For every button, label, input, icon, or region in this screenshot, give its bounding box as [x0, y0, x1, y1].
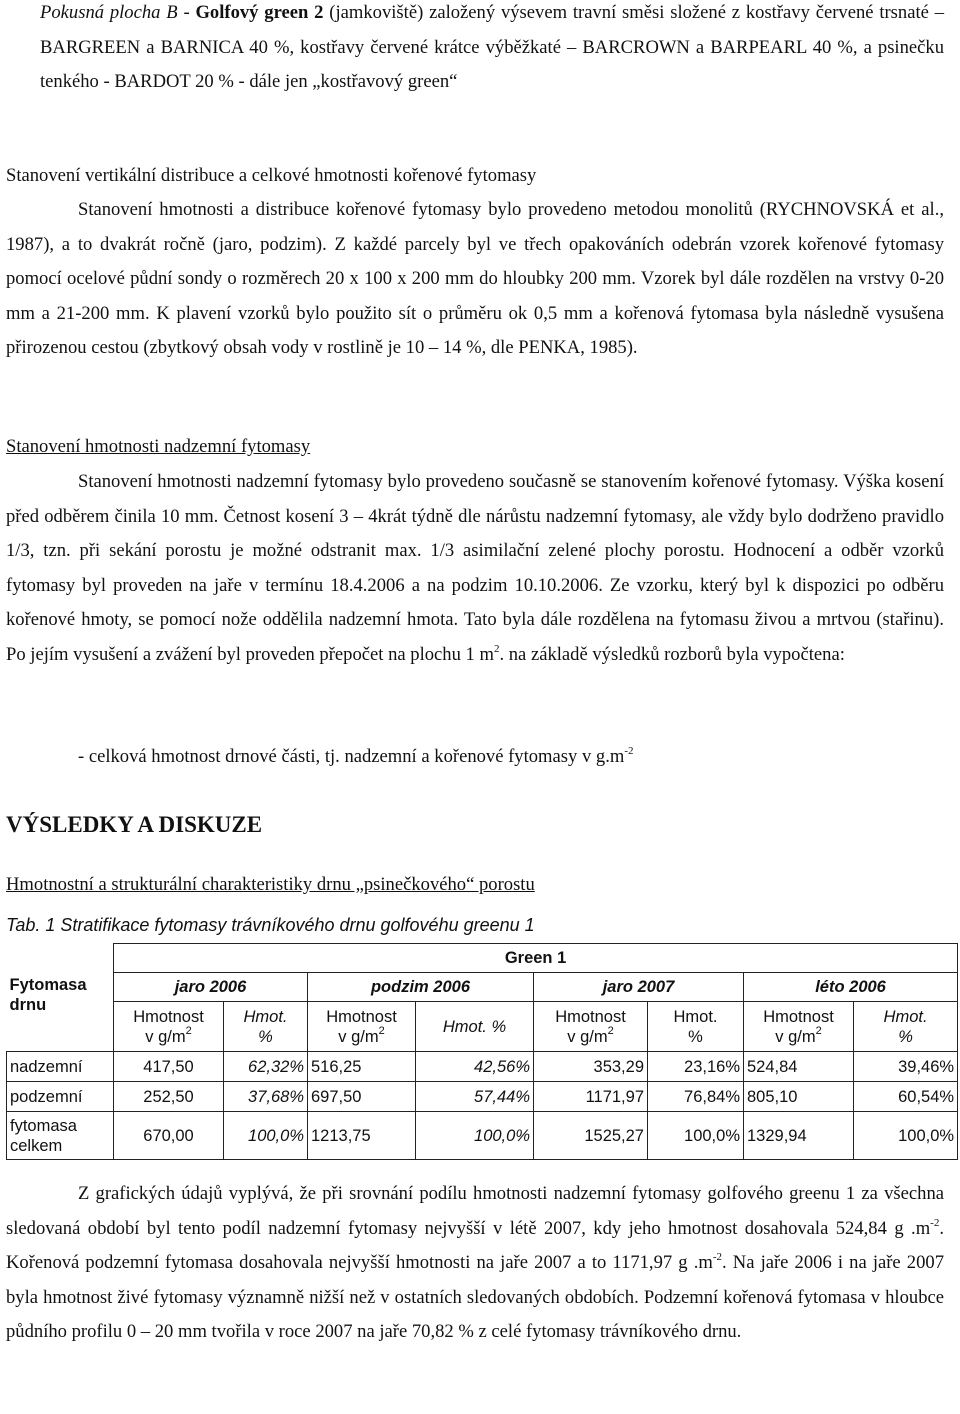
cell: 23,16% — [648, 1052, 744, 1082]
section-above-body — [6, 465, 944, 672]
cell: 1525,27 — [534, 1112, 648, 1160]
table-caption: Tab. 1 Stratifikace fytomasy trávníkového drnu golfovéhu greenu 1 — [6, 915, 535, 935]
cell: 353,29 — [534, 1052, 648, 1082]
col-mass-header: Hmotnost v $g/m^2$ — [114, 1002, 224, 1052]
superscript-minus-2: -2 — [624, 745, 634, 757]
period-jaro-2006: jaro 2006 — [114, 973, 308, 1002]
cell: 62,32% — [224, 1052, 308, 1082]
cell: 697,50 — [308, 1082, 416, 1112]
period-podzim-2006: podzim 2006 — [308, 973, 534, 1002]
cell: 57,44% — [416, 1082, 534, 1112]
results-subheading: Hmotnostní a strukturální charakteristiky drnu „psinečkového“ porostu — [6, 874, 535, 895]
conclusion-text-2: . Kořenová podzemní fytomasa dosahovala nejvyšší hmotnosti na jaře 2007 a to 1171,97 g .m — [6, 1217, 944, 1273]
group-header: Green 1 — [114, 944, 958, 973]
cell: 42,56% — [416, 1052, 534, 1082]
section-roots-text: Stanovení hmotnosti a distribuce kořenové fytomasy bylo provedeno metodou monolitů (RYCHNOVSKÁ et al., 1987), a to dvakrát ročně (jaro, podzim). Z každé parcely byl ve třech opakováních odebrán vzorek kořenové fytomasy pomocí ocelové půdní sondy o rozměrech 20 x 100 x 200 mm do hloubky 200 mm. Vzorek byl dále rozdělen na vrstvy 0-20 mm a 21-200 mm. K plavení vzorků bylo použito sít o průměru ok 0,5 mm a kořenová fytomasa byla následně vysušena přirozenou cestou (zbytkový obsah vody v rostlině je 10 – 14 %, dle PENKA, 1985). — [6, 199, 944, 358]
cell: 100,0% — [224, 1112, 308, 1160]
results-heading: VÝSLEDKY A DISKUZE — [6, 812, 263, 837]
cell: 100,0% — [416, 1112, 534, 1160]
cell: 37,68% — [224, 1082, 308, 1112]
cell: 1213,75 — [308, 1112, 416, 1160]
row-label: podzemní — [7, 1082, 114, 1112]
conclusion-paragraph — [6, 1177, 944, 1350]
cell: 417,50 — [114, 1052, 224, 1082]
intro-text: (jamkoviště) založený výsevem travní směsi složené z kostřavy červené trsnaté – BARGREEN a BARNICA 40 %, kostřavy červené krátce výběžkaté – BARCROWN a BARPEARL 40 %, a psinečku tenkého - BARDOT 20 % - dále jen „kostřavový green“ — [40, 2, 944, 92]
cell: 60,54% — [854, 1082, 958, 1112]
table-unit-row — [7, 1002, 958, 1052]
cell: 252,50 — [114, 1082, 224, 1112]
cell: 524,84 — [744, 1052, 854, 1082]
intro-paragraph — [40, 0, 944, 100]
row-header: Fytomasa drnu — [7, 973, 114, 1052]
cell: 516,25 — [308, 1052, 416, 1082]
col-mass-header: Hmotnost v $g/m^2$ — [744, 1002, 854, 1052]
table-row — [7, 1112, 958, 1160]
green-name: Golfový green 2 — [195, 2, 324, 23]
cell: 39,46% — [854, 1052, 958, 1082]
col-pct-header: Hmot. % — [854, 1002, 958, 1052]
table-period-row — [7, 973, 958, 1002]
col-pct-header: Hmot. % — [224, 1002, 308, 1052]
section-above-text-2: . na základě výsledků rozborů byla vypočtena: — [499, 643, 845, 665]
col-pct-header: Hmot. % — [648, 1002, 744, 1052]
total-mass-bullet — [6, 740, 944, 775]
conclusion-text-3: . Na jaře 2006 i na jaře 2007 byla hmotnost živé fytomasy významně nižší než v ostatních sledovaných obdobích. Podzemní kořenová fytomasa v hloubce půdního profilu 0 – 20 mm tvořila v roce 2007 na jaře 70,82 % z celé fytomasy trávníkového drnu. — [6, 1252, 944, 1342]
superscript-2: 2 — [493, 642, 500, 655]
superscript-minus-2: -2 — [712, 1251, 722, 1263]
row-label: nadzemní — [7, 1052, 114, 1082]
section-roots-heading: Stanovení vertikální distribuce a celkové hmotnosti kořenové fytomasy — [6, 165, 537, 186]
cell: 76,84% — [648, 1082, 744, 1112]
total-mass-bullet-text: - celková hmotnost drnové části, tj. nadzemní a kořenové fytomasy v g.m — [78, 746, 625, 767]
cell: 1171,97 — [534, 1082, 648, 1112]
table-row — [7, 1082, 958, 1112]
cell: 1329,94 — [744, 1112, 854, 1160]
period-leto-2006: léto 2006 — [744, 973, 958, 1002]
superscript-minus-2: -2 — [930, 1216, 940, 1229]
intro-dash: - — [177, 2, 196, 23]
plot-label: Pokusná plocha B — [40, 2, 178, 23]
conclusion-text-1: Z grafických údajů vyplývá, že při srovnání podílu hmotnosti nadzemní fytomasy golfového greenu 1 za všechna sledovaná období byl tento podíl nadzemní fytomasy nejvyšší v létě 2007, kdy jeho hmotnost dosahovala 524,84 g .m — [6, 1183, 944, 1239]
section-above-heading-text: Stanovení hmotnosti nadzemní fytomasy — [6, 436, 311, 457]
section-above-text-1: Stanovení hmotnosti nadzemní fytomasy bylo provedeno současně se stanovením kořenové fytomasy. Výška kosení před odběrem činila 10 mm. Četnost kosení 3 – 4krát týdně dle nárůstu nadzemní fytomasy, ale vždy bylo dodrženo pravidlo 1/3, tzn. při sekání porostu je možné odstranit max. 1/3 asimilační zelené plochy porostu. Hodnocení a odběr vzorků fytomasy byl proveden na jaře v termínu 18.4.2006 a na podzim 10.10.2006. Ze vzorku, který byl k dispozici po odběru kořenové hmoty, se pomocí nože oddělila nadzemní hmota. Tato byla dále rozdělena na fytomasu živou a mrtvou (stařinu). Po jejím vysušení a zvážení byl proveden přepočet na plochu 1 m — [6, 471, 944, 665]
cell: 805,10 — [744, 1082, 854, 1112]
section-above-heading — [6, 430, 944, 465]
cell: 100,0% — [854, 1112, 958, 1160]
cell: 100,0% — [648, 1112, 744, 1160]
fytomasa-table — [6, 943, 958, 1160]
col-pct-header: Hmot. % — [416, 1002, 534, 1052]
cell: 670,00 — [114, 1112, 224, 1160]
period-jaro-2007: jaro 2007 — [534, 973, 744, 1002]
row-label: fytomasa celkem — [7, 1112, 114, 1160]
section-roots-body — [6, 193, 944, 366]
col-mass-header: Hmotnost v $g/m^2$ — [308, 1002, 416, 1052]
col-mass-header: Hmotnost v $g/m^2$ — [534, 1002, 648, 1052]
table-row — [7, 1052, 958, 1082]
table-group-row — [7, 944, 958, 973]
